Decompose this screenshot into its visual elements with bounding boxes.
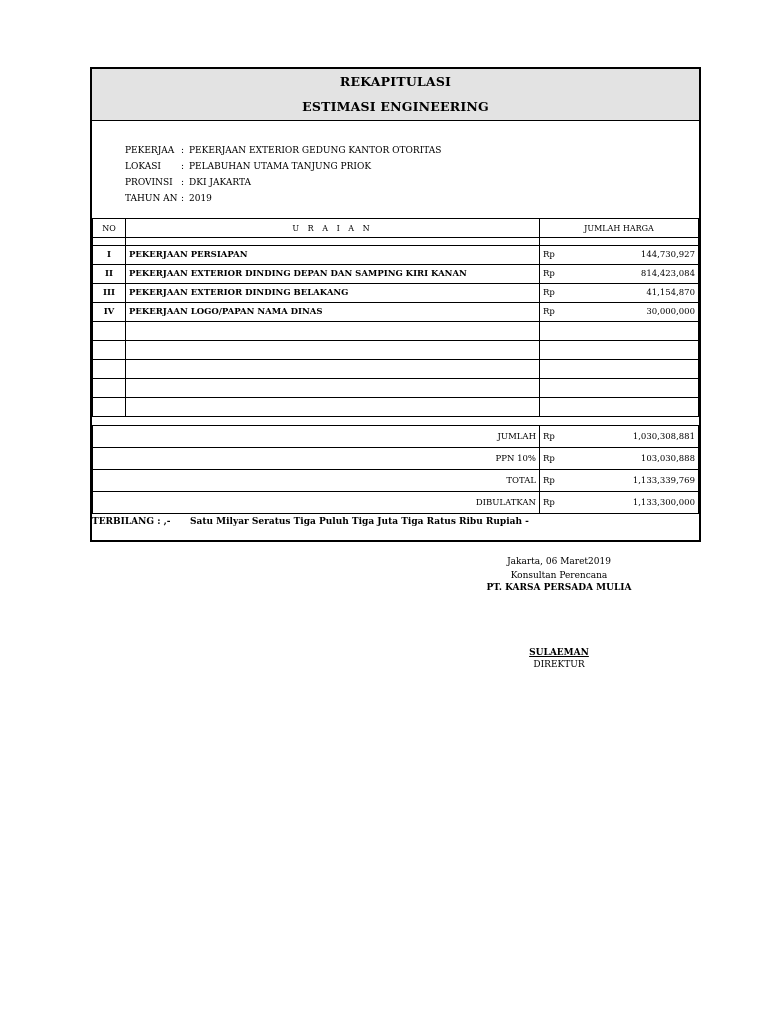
- info-value: DKI JAKARTA: [189, 178, 251, 188]
- col-uraian-header: U R A I A N: [126, 219, 540, 238]
- row-rp: Rp: [540, 284, 620, 303]
- empty-row: [93, 322, 699, 341]
- info-value: PEKERJAAN EXTERIOR GEDUNG KANTOR OTORITAS: [189, 146, 442, 156]
- info-colon: :: [181, 178, 185, 188]
- info-key: TAHUN AN: [125, 194, 178, 204]
- summary-row: [93, 448, 699, 470]
- summary-label: TOTAL: [93, 470, 540, 492]
- col-harga-header: JUMLAH HARGA: [540, 219, 699, 238]
- title-estimasi: ESTIMASI ENGINEERING: [302, 99, 489, 114]
- summary-label: PPN 10%: [93, 448, 540, 470]
- info-colon: :: [181, 162, 185, 172]
- terbilang-text: Satu Milyar Seratus Tiga Puluh Tiga Juta Tiga Ratus Ribu Rupiah -: [190, 517, 529, 527]
- row-uraian: PEKERJAAN LOGO/PAPAN NAMA DINAS: [126, 303, 540, 322]
- info-value: 2019: [189, 194, 212, 204]
- info-key: PROVINSI: [125, 178, 173, 188]
- summary-row: [93, 492, 699, 514]
- estimate-sheet: [90, 67, 701, 542]
- empty-row: [93, 398, 699, 417]
- empty-row: [93, 341, 699, 360]
- row-no: I: [93, 246, 126, 265]
- info-tahun: [125, 194, 212, 204]
- signature-name: SULAEMAN: [529, 648, 589, 658]
- row-value: 144,730,927: [619, 246, 699, 265]
- summary-row: [93, 470, 699, 492]
- summary-rp: Rp: [540, 470, 560, 492]
- spacer-row: [93, 238, 699, 246]
- title-rekapitulasi: REKAPITULASI: [339, 74, 452, 89]
- row-uraian: PEKERJAAN PERSIAPAN: [126, 246, 540, 265]
- row-no: II: [93, 265, 126, 284]
- empty-row: [93, 379, 699, 398]
- row-rp: Rp: [540, 265, 620, 284]
- row-value: 30,000,000: [619, 303, 699, 322]
- row-rp: Rp: [540, 246, 620, 265]
- signature-position: DIREKTUR: [533, 660, 585, 670]
- table-row: [93, 265, 699, 284]
- signature-company: PT. KARSA PERSADA MULIA: [486, 583, 632, 593]
- row-uraian: PEKERJAAN EXTERIOR DINDING DEPAN DAN SAMPING KIRI KANAN: [126, 265, 540, 284]
- table-row: [93, 246, 699, 265]
- info-value: PELABUHAN UTAMA TANJUNG PRIOK: [189, 162, 372, 172]
- row-no: III: [93, 284, 126, 303]
- info-key: LOKASI: [125, 162, 161, 172]
- summary-table: [92, 425, 699, 514]
- signature-place-date: Jakarta, 06 Maret2019: [507, 557, 611, 567]
- table-header-row: [93, 219, 699, 238]
- table-row: [93, 303, 699, 322]
- info-provinsi: [125, 178, 251, 188]
- table-row: [93, 284, 699, 303]
- summary-value: 103,030,888: [560, 448, 699, 470]
- row-value: 41,154,870: [619, 284, 699, 303]
- summary-value: 1,030,308,881: [560, 426, 699, 448]
- empty-row: [93, 360, 699, 379]
- terbilang: [92, 517, 529, 527]
- row-value: 814,423,084: [619, 265, 699, 284]
- info-key: PEKERJAA: [125, 146, 175, 156]
- sheet-header: [92, 69, 699, 121]
- items-table: [92, 218, 699, 417]
- row-rp: Rp: [540, 303, 620, 322]
- terbilang-label: TERBILANG : ,-: [92, 517, 171, 527]
- info-pekerjaan: [125, 146, 441, 156]
- info-colon: :: [181, 194, 185, 204]
- row-uraian: PEKERJAAN EXTERIOR DINDING BELAKANG: [126, 284, 540, 303]
- summary-rp: Rp: [540, 426, 560, 448]
- col-no-header: NO: [93, 219, 126, 238]
- summary-label: DIBULATKAN: [93, 492, 540, 514]
- summary-row: [93, 426, 699, 448]
- summary-rp: Rp: [540, 448, 560, 470]
- info-lokasi: [125, 162, 371, 172]
- summary-value: 1,133,300,000: [560, 492, 699, 514]
- row-no: IV: [93, 303, 126, 322]
- info-colon: :: [181, 146, 185, 156]
- signature-role: Konsultan Perencana: [510, 571, 608, 581]
- summary-value: 1,133,339,769: [560, 470, 699, 492]
- summary-rp: Rp: [540, 492, 560, 514]
- summary-label: JUMLAH: [93, 426, 540, 448]
